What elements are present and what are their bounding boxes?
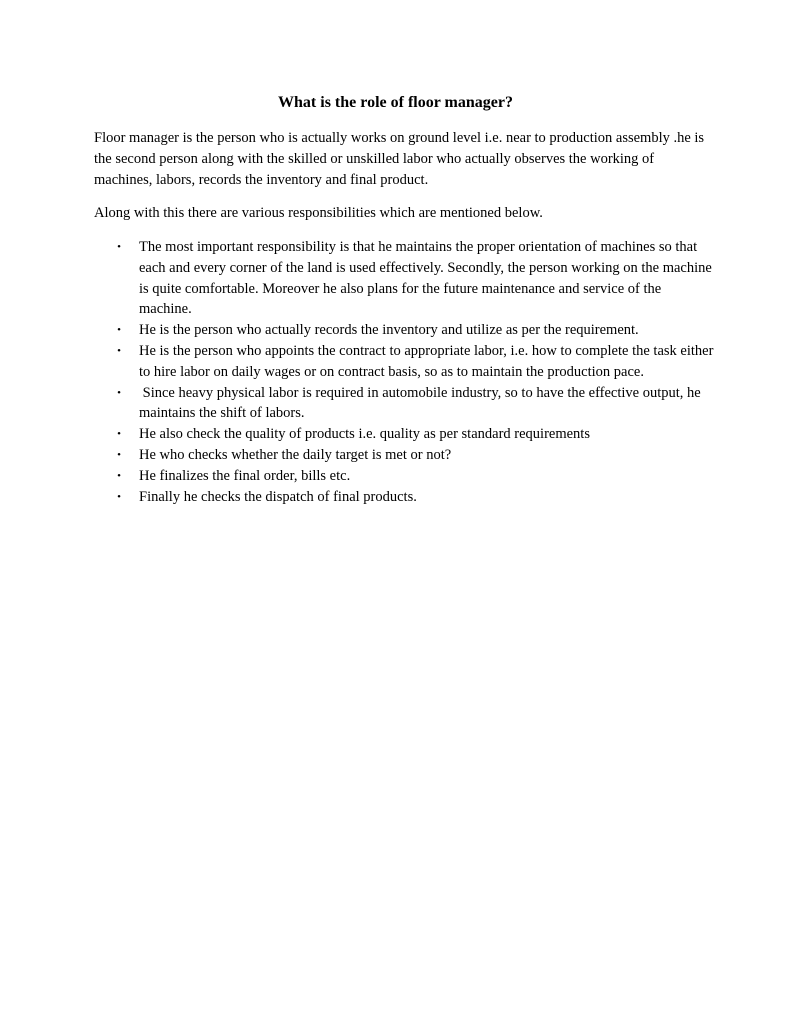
bullet-icon: • bbox=[117, 490, 121, 503]
list-item bbox=[94, 237, 714, 320]
list-item bbox=[94, 445, 714, 466]
list-item-text: He also check the quality of products i.e. quality as per standard requirements bbox=[139, 426, 590, 443]
list-item-text: Since heavy physical labor is required in automobile industry, so to have the effective output, he maintains the shift of labors. bbox=[139, 384, 705, 422]
list-item-text: He is the person who actually records the inventory and utilize as per the requirement. bbox=[139, 322, 639, 339]
list-item bbox=[94, 424, 714, 445]
list-item bbox=[94, 383, 714, 425]
bullet-icon: • bbox=[117, 241, 121, 253]
list-item-text: He finalizes the final order, bills etc. bbox=[139, 467, 351, 484]
list-item-text: The most important responsibility is that he maintains the proper orientation of machines so that each and every corner of the land is used effectively. Secondly, the person working on the machine is quite comfortable. Moreover he also plans for the future maintenance and service of the machine. bbox=[139, 239, 712, 318]
list-item-text: He is the person who appoints the contract to appropriate labor, i.e. how to complete the task either to hire labor on daily wages or on contract basis, so as to maintain the production pace. bbox=[139, 342, 714, 380]
list-item-text: He who checks whether the daily target is met or not? bbox=[139, 446, 452, 463]
bullet-icon: • bbox=[117, 324, 121, 337]
page-title: What is the role of floor manager? bbox=[278, 94, 513, 111]
bullet-icon: • bbox=[117, 386, 121, 399]
list-item bbox=[94, 341, 714, 383]
bullet-icon: • bbox=[117, 448, 121, 461]
list-item bbox=[94, 487, 714, 508]
bullet-icon: • bbox=[117, 469, 121, 482]
list-item bbox=[94, 466, 714, 487]
list-item-text: Finally he checks the dispatch of final products. bbox=[139, 488, 417, 505]
responsibilities-list bbox=[94, 237, 714, 507]
responsibilities-intro-paragraph: Along with this there are various responsibilities which are mentioned below. bbox=[94, 205, 543, 221]
intro-paragraph: Floor manager is the person who is actually works on ground level i.e. near to production assembly .he is the second person along with the skilled or unskilled labor who actually observes the working of machines, labors, records the inventory and final product. bbox=[94, 130, 705, 188]
bullet-icon: • bbox=[117, 344, 121, 357]
list-item bbox=[94, 320, 714, 341]
bullet-icon: • bbox=[117, 428, 121, 441]
